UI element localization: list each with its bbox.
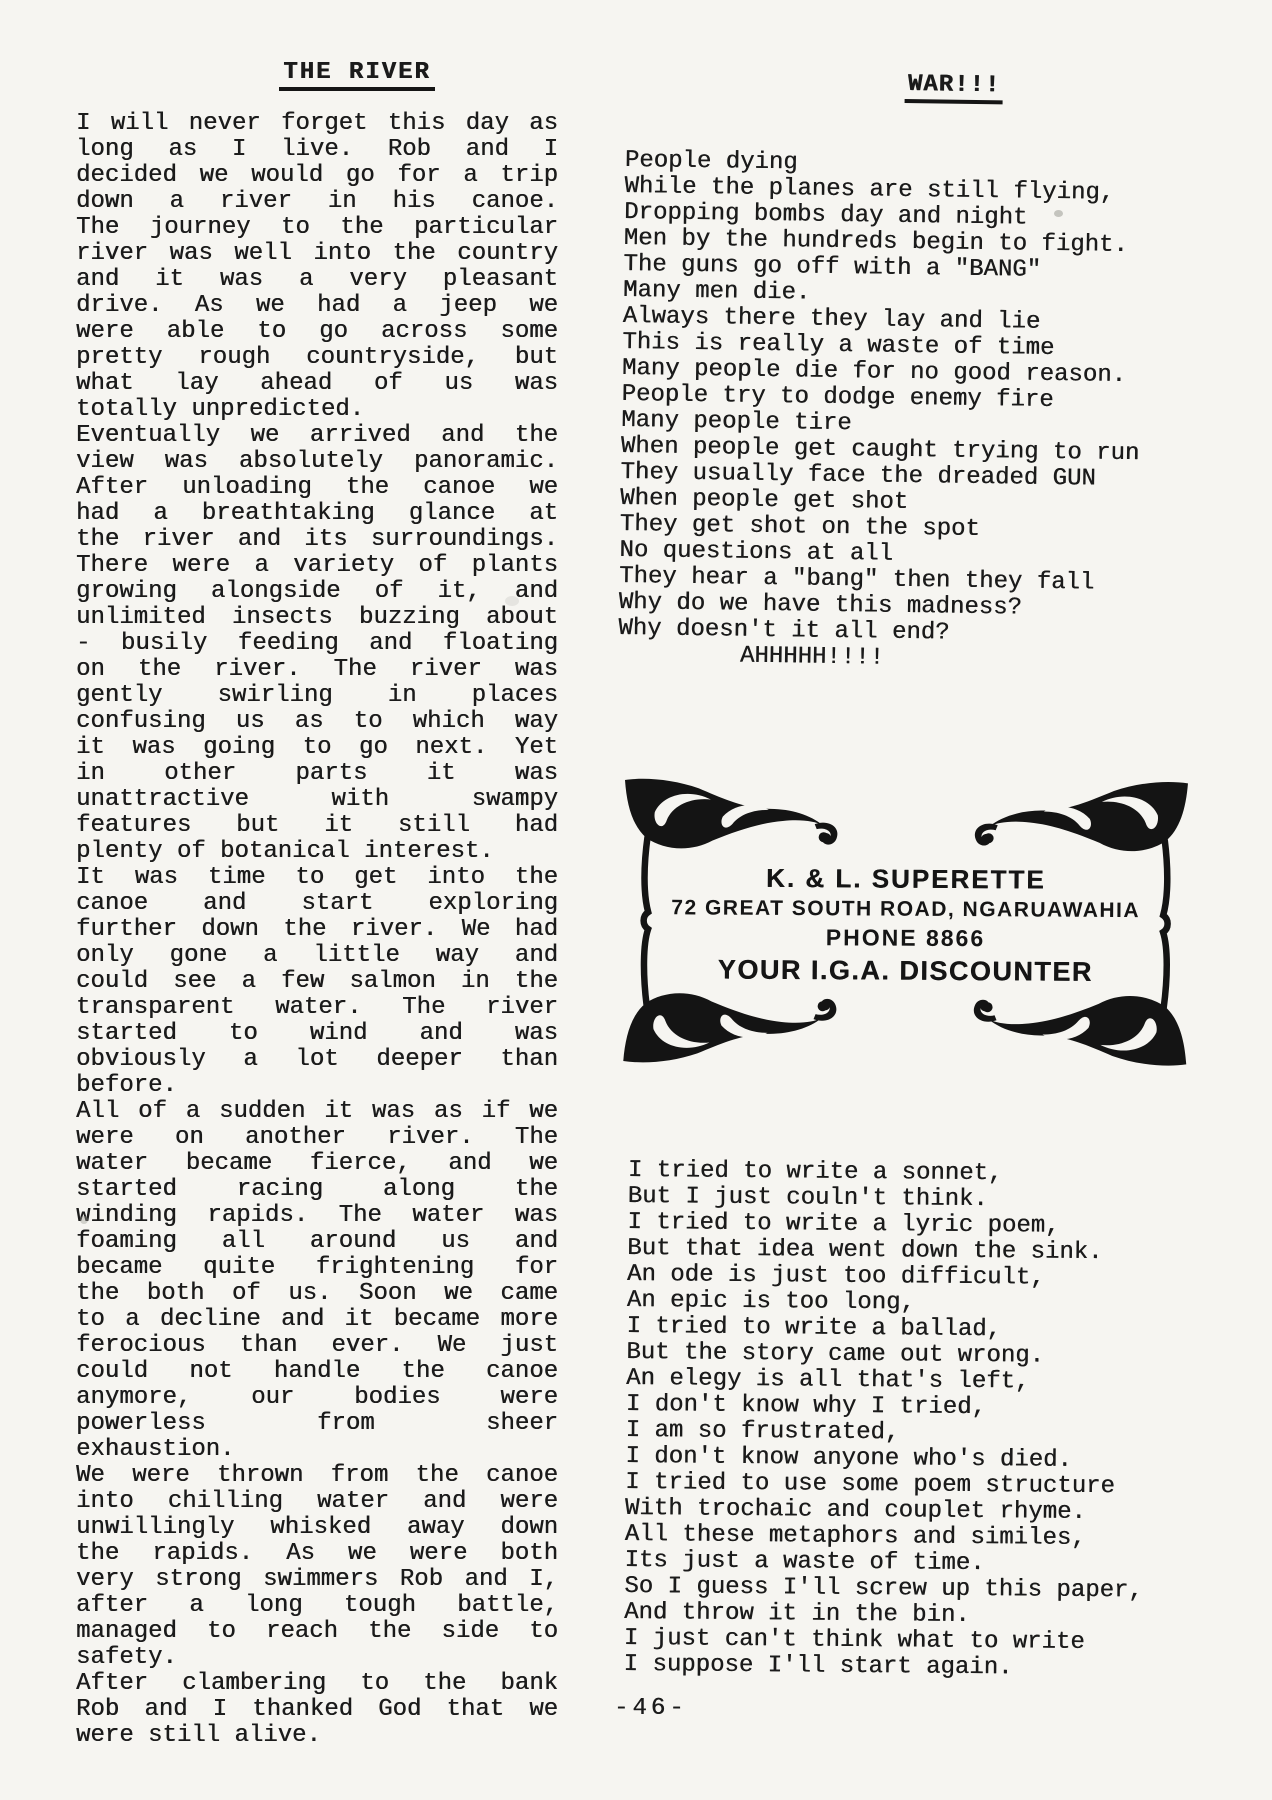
text-line: water became fierce, and we: [76, 1150, 558, 1177]
text-line: The journey to the particular: [76, 214, 558, 241]
text-line: Many people tire: [621, 406, 852, 438]
text-line: Many men die.: [622, 276, 811, 307]
text-line: foaming all around us and: [76, 1228, 558, 1255]
text-line: ferocious than ever. We just: [76, 1332, 558, 1359]
text-line: We were thrown from the canoe: [76, 1462, 558, 1489]
page-number: -46-: [614, 1695, 688, 1722]
text-line: Always there they lay and lie: [622, 302, 1041, 336]
text-line: features but it still had: [76, 812, 558, 839]
art-nouveau-corner-ornament-icon: [622, 985, 884, 1065]
text-line: People dying: [624, 147, 798, 177]
text-line: I tried to write a lyric poem,: [627, 1208, 1060, 1240]
text-line: It was time to get into the: [76, 864, 558, 891]
text-line: When people get caught trying to run: [620, 432, 1140, 468]
text-line: had a breathtaking glance at: [76, 500, 558, 527]
text-line: Its just a waste of time.: [624, 1546, 985, 1578]
text-line: unwillingly whisked away down: [76, 1514, 558, 1541]
text-line: plenty of botanical interest.: [76, 838, 494, 865]
ad-content: [627, 778, 1185, 990]
story-body: [76, 111, 558, 1749]
war-poem-title: WAR!!!: [905, 72, 1004, 104]
text-line: gently swirling in places: [76, 682, 558, 709]
text-line: Rob and I thanked God that we: [76, 1696, 558, 1723]
text-line: I tried to use some poem structure: [625, 1468, 1115, 1501]
text-line: When people get shot: [619, 484, 909, 516]
text-line: unlimited insects buzzing about: [76, 604, 558, 631]
sonnet-poem-lines: [623, 1158, 1208, 1683]
text-line: I will never forget this day as: [76, 110, 558, 137]
story-title: THE RIVER: [279, 60, 435, 91]
text-line: were able to go across some: [76, 318, 558, 345]
text-line: in other parts it was: [76, 760, 558, 787]
text-line: it was going to go next. Yet: [76, 734, 558, 761]
text-line: view was absolutely panoramic.: [76, 448, 558, 475]
text-line: Many people die for no good reason.: [621, 354, 1127, 390]
text-line: While the planes are still flying,: [624, 172, 1115, 207]
text-line: I tried to write a sonnet,: [627, 1157, 1003, 1188]
text-line: were on another river. The: [76, 1124, 558, 1151]
text-line: on the river. The river was: [76, 656, 558, 683]
text-line: This is really a waste of time: [622, 328, 1055, 363]
text-line: I don't know why I tried,: [625, 1390, 987, 1422]
text-line: They get shot on the spot: [619, 510, 980, 543]
text-line: growing alongside of it, and: [76, 578, 558, 605]
text-line: An ode is just too difficult,: [626, 1260, 1045, 1292]
text-line: But the story came out wrong.: [626, 1338, 1045, 1370]
text-line: Eventually we arrived and the: [76, 422, 558, 449]
text-line: pretty rough countryside, but: [76, 344, 558, 371]
text-line: obviously a lot deeper than: [76, 1046, 558, 1073]
text-line: An epic is too long,: [626, 1286, 915, 1317]
text-line: All of a sudden it was as if we: [76, 1098, 558, 1125]
story-title-wrap: [116, 60, 598, 89]
text-line: Why doesn't it all end?: [618, 614, 950, 647]
scan-speckle: [80, 1216, 88, 1224]
text-line: Men by the hundreds begin to fight.: [623, 224, 1128, 260]
text-line: to a decline and it became more: [76, 1306, 558, 1333]
text-line: powerless from sheer: [76, 1410, 558, 1437]
scan-speckle: [1054, 210, 1063, 217]
text-line: the river and its surroundings.: [76, 526, 558, 553]
ad-business-name: K. & L. SUPERETTE: [766, 862, 1046, 895]
text-line: Why do we have this madness?: [618, 588, 1023, 622]
war-poem-title-wrap: [905, 72, 1004, 104]
text-line: the both of us. Soon we came: [76, 1280, 558, 1307]
ad-address: 72 GREAT SOUTH ROAD, NGARUAWAHIA: [671, 896, 1141, 923]
text-line: I tried to write a ballad,: [626, 1312, 1002, 1344]
sonnet-poem: [623, 1158, 1208, 1683]
text-line: further down the river. We had: [76, 916, 558, 943]
text-line: After clambering to the bank: [76, 1670, 558, 1697]
text-line: And throw it in the bin.: [623, 1598, 970, 1629]
text-line: started racing along the: [76, 1176, 558, 1203]
text-line: canoe and start exploring: [76, 890, 558, 917]
advertisement-box: [626, 778, 1185, 1066]
text-line: But that idea went down the sink.: [627, 1234, 1103, 1267]
text-line: safety.: [76, 1644, 177, 1671]
text-line: the rapids. As we were both: [76, 1540, 558, 1567]
text-line: There were a variety of plants: [76, 552, 558, 579]
text-line: They hear a "bang" then they fall: [618, 562, 1095, 597]
text-line: The guns go off with a "BANG": [623, 250, 1042, 284]
text-line: could see a few salmon in the: [76, 968, 558, 995]
text-line: winding rapids. The water was: [76, 1202, 558, 1229]
story-column: [76, 60, 558, 1749]
war-poem-scream: AHHHHH!!!!: [739, 642, 885, 672]
text-line: exhaustion.: [76, 1436, 235, 1463]
text-line: became quite frightening for: [76, 1254, 558, 1281]
text-line: into chilling water and were: [76, 1488, 558, 1515]
text-line: After unloading the canoe we: [76, 474, 558, 501]
text-line: after a long tough battle,: [76, 1592, 558, 1619]
text-line: long as I live. Rob and I: [76, 136, 558, 163]
war-poem: [618, 148, 1205, 676]
ad-tagline: YOUR I.G.A. DISCOUNTER: [717, 954, 1093, 987]
text-line: drive. As we had a jeep we: [76, 292, 558, 319]
text-line: river was well into the country: [76, 240, 558, 267]
text-line: were still alive.: [76, 1722, 321, 1749]
text-line: No questions at all: [619, 536, 894, 568]
text-line: managed to reach the side to: [76, 1618, 558, 1645]
text-line: very strong swimmers Rob and I,: [76, 1566, 558, 1593]
text-line: and it was a very pleasant: [76, 266, 558, 293]
text-line: An elegy is all that's left,: [625, 1364, 1030, 1396]
text-line: only gone a little way and: [76, 942, 558, 969]
ad-phone: PHONE 8866: [825, 924, 986, 952]
text-line: started to wind and was: [76, 1020, 558, 1047]
text-line: - busily feeding and floating: [76, 630, 558, 657]
text-line: People try to dodge enemy fire: [621, 380, 1054, 415]
text-line: what lay ahead of us was: [76, 370, 558, 397]
text-line: With trochaic and couplet rhyme.: [624, 1494, 1086, 1527]
text-line: confusing us as to which way: [76, 708, 558, 735]
text-line: All these metaphors and similes,: [624, 1520, 1086, 1553]
scan-speckle: [505, 596, 519, 606]
text-line: could not handle the canoe: [76, 1358, 558, 1385]
text-line: transparent water. The river: [76, 994, 558, 1021]
text-line: before.: [76, 1072, 177, 1099]
text-line: Dropping bombs day and night: [623, 198, 1028, 232]
text-line: So I guess I'll screw up this paper,: [624, 1572, 1143, 1605]
text-line: They usually face the dreaded GUN: [620, 458, 1096, 493]
text-line: down a river in his canoe.: [76, 188, 558, 215]
war-poem-lines: [618, 148, 1205, 650]
text-line: I just can't think what to write: [623, 1624, 1085, 1657]
art-nouveau-corner-ornament-icon: [925, 987, 1187, 1067]
text-line: decided we would go for a trip: [76, 162, 558, 189]
text-line: But I just couln't think.: [627, 1182, 988, 1214]
text-line: anymore, our bodies were: [76, 1384, 558, 1411]
text-line: I am so frustrated,: [625, 1416, 900, 1447]
text-line: totally unpredicted.: [76, 396, 365, 423]
text-line: I don't know anyone who's died.: [625, 1442, 1072, 1474]
text-line: unattractive with swampy: [76, 786, 558, 813]
text-line: I suppose I'll start again.: [623, 1650, 1013, 1682]
